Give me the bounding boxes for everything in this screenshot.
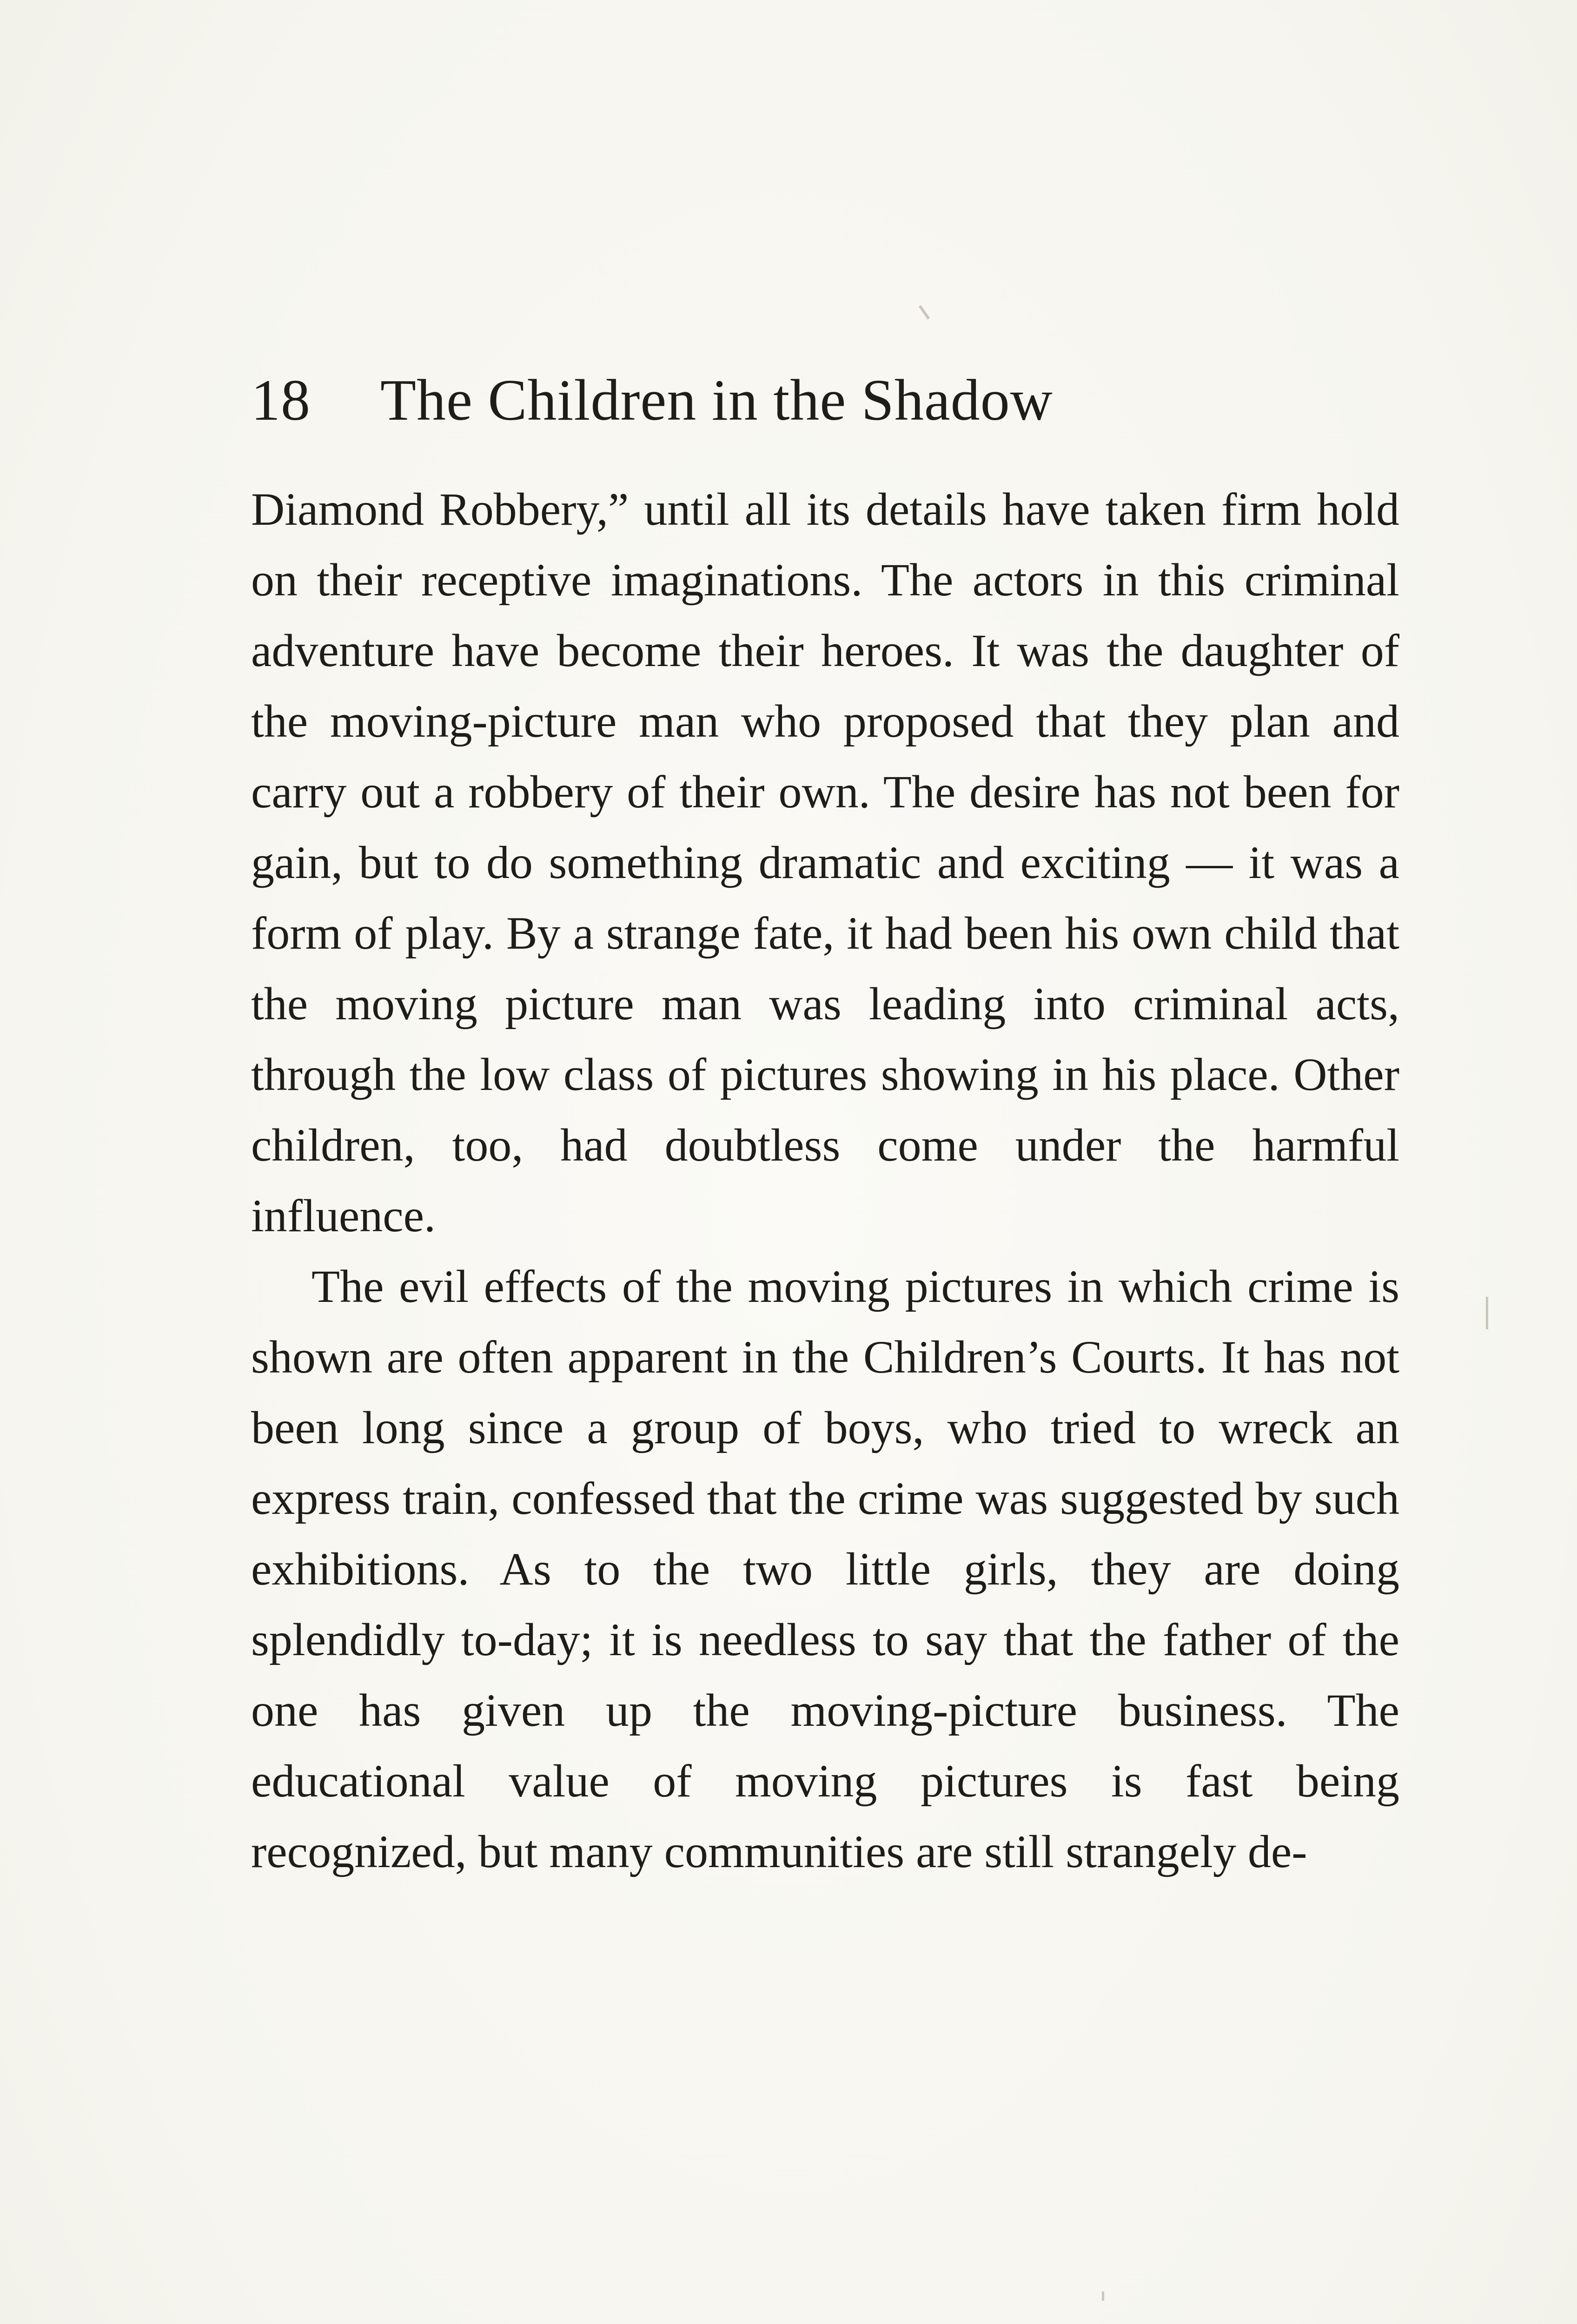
paper-fleck bbox=[1102, 2291, 1104, 2301]
paper-fleck bbox=[919, 305, 930, 319]
body-text bbox=[251, 474, 1399, 1887]
paper-fleck bbox=[1486, 1297, 1488, 1329]
running-head bbox=[251, 367, 1399, 460]
paragraph-1: Diamond Robbery,” until all its details have taken firm hold on their receptive imaginations. The actors in this criminal adventure have become their heroes. It was the daughter of the moving-picture man who proposed that they plan and carry out a robbery of their own. The desire has not been for gain, but to do something dramatic and exciting — it was a form of play. By a strange fate, it had been his own child that the moving picture man was leading into criminal acts, through the low class of pictures showing in his place. Other children, too, had doubtless come under the harmful influence. bbox=[251, 483, 1399, 1241]
page-number: 18 bbox=[251, 368, 311, 433]
running-title: The Children in the Shadow bbox=[380, 368, 1053, 433]
paragraph-2: The evil effects of the moving pictures in which crime is shown are often apparent in the Children’s Courts. It has not been long since a group of boys, who tried to wreck an express train, confessed that the crime was suggested by such exhibitions. As to the two little girls, they are doing splendidly to-day; it is needless to say that the father of the one has given up the moving-picture business. The educational value of moving pictures is fast being recognized, but many communities are still strangely de- bbox=[251, 1261, 1399, 1877]
